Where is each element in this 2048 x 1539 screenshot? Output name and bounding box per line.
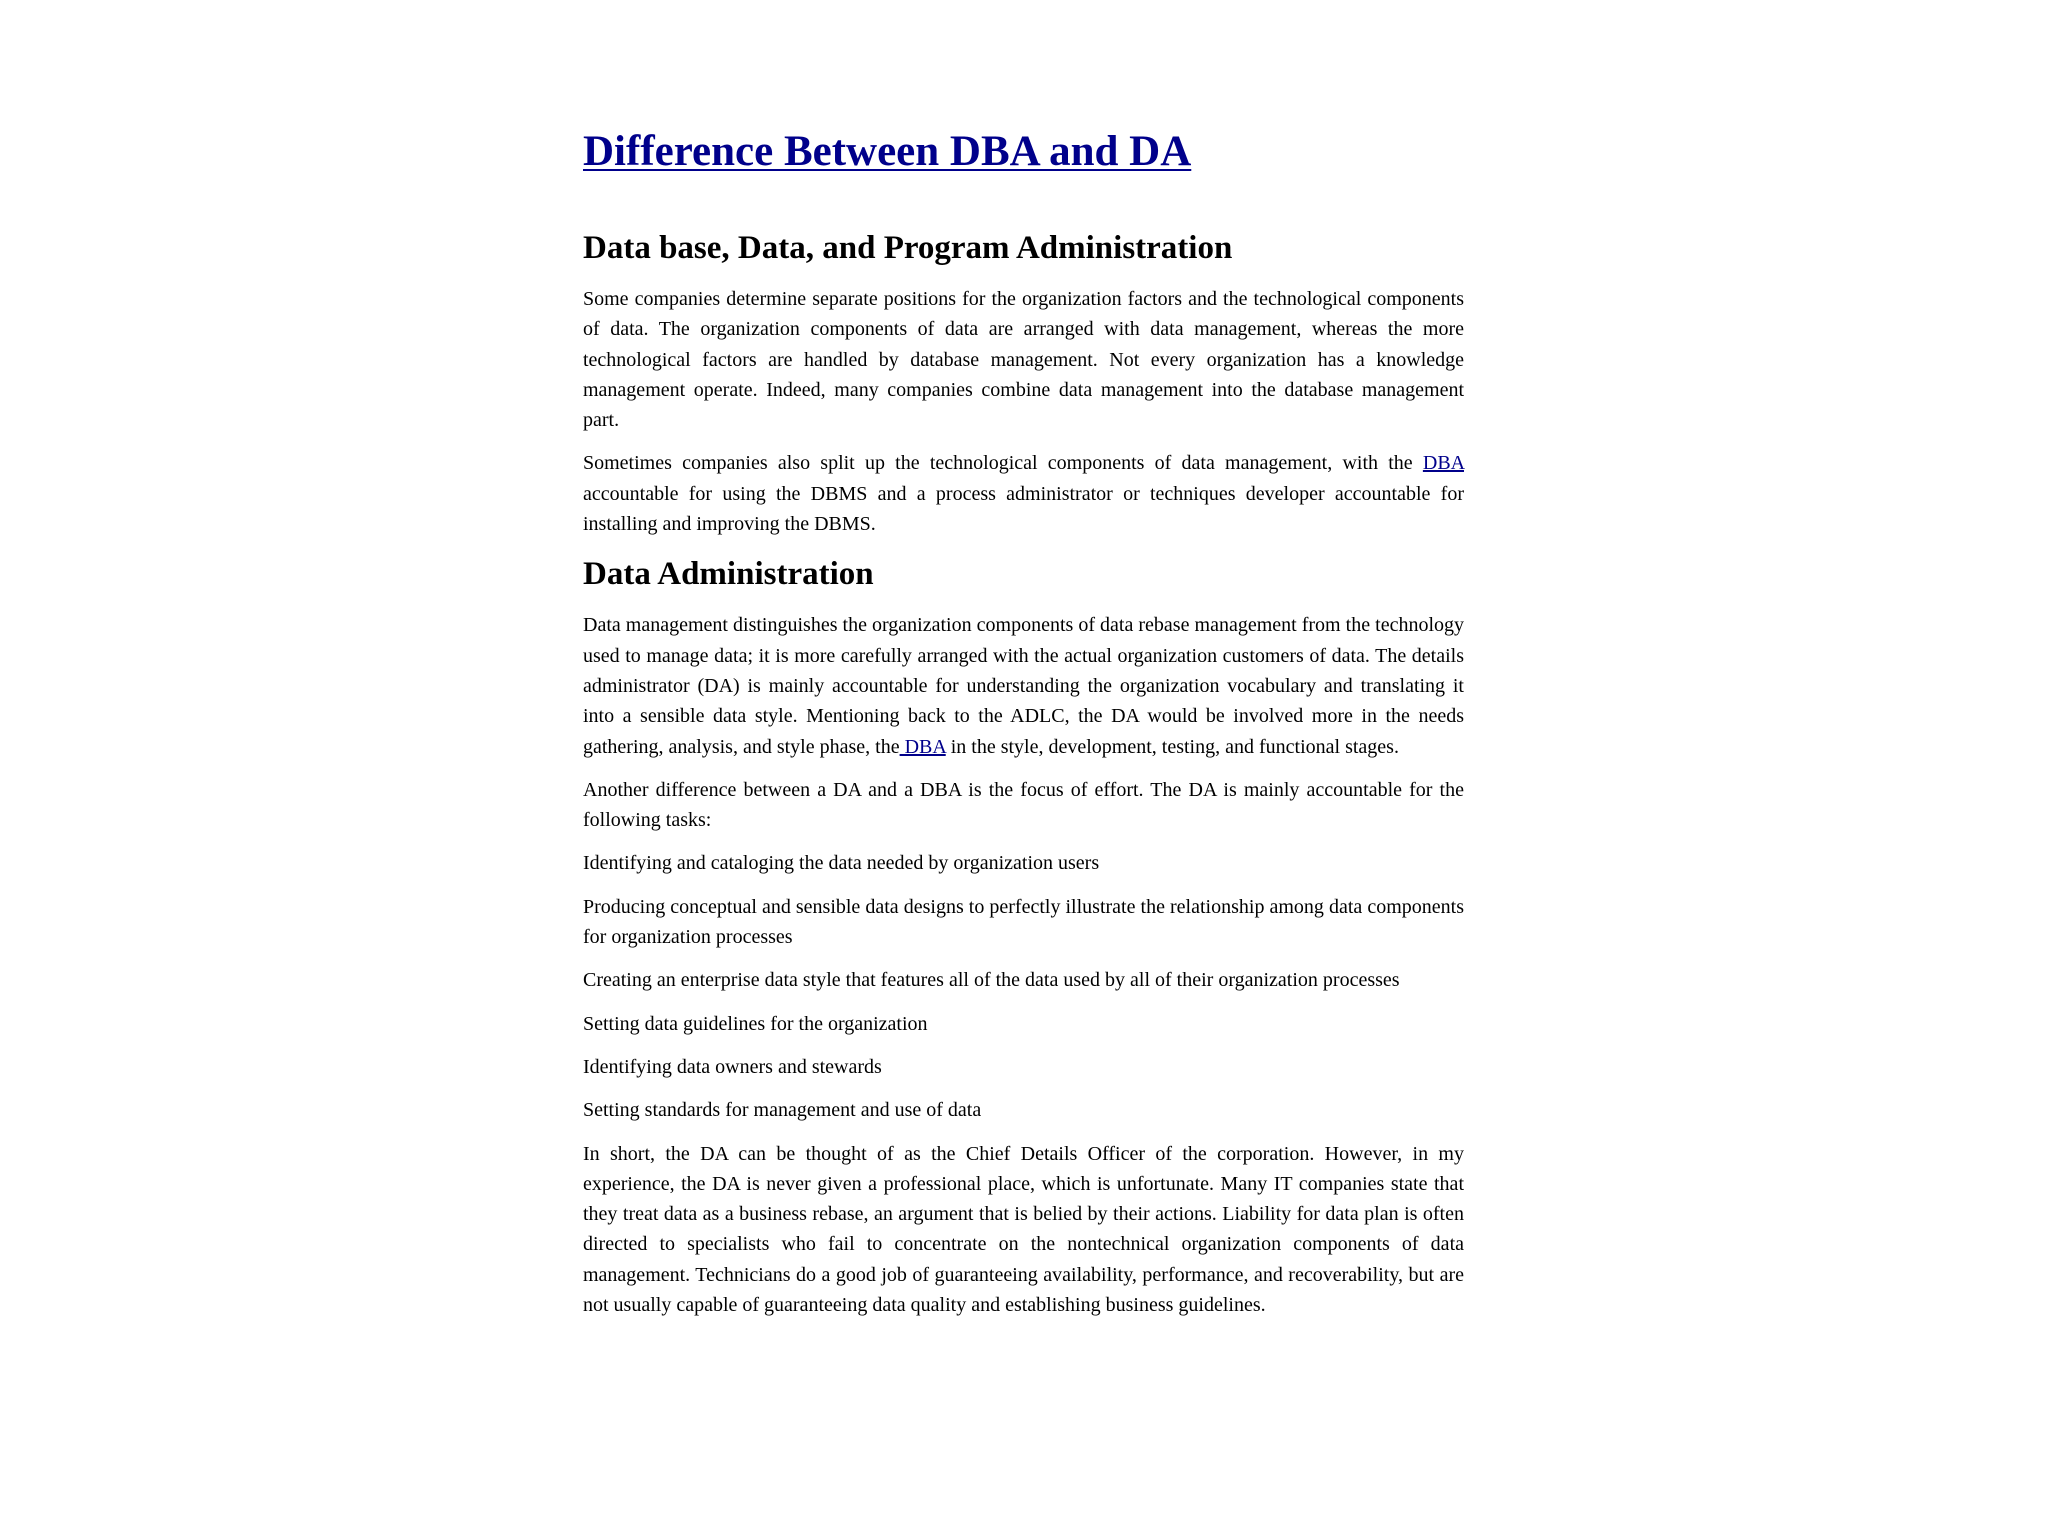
title-link[interactable]: Difference Between DBA and DA bbox=[583, 128, 1192, 175]
section-heading-data-administration: Data Administration bbox=[583, 556, 874, 593]
dba-link[interactable]: DBA bbox=[899, 735, 946, 758]
page-title bbox=[583, 126, 1464, 178]
section-heading-administration: Data base, Data, and Program Administration bbox=[583, 230, 1233, 266]
task-item: Setting standards for management and use of data bbox=[583, 1099, 982, 1122]
task-item: Setting data guidelines for the organization bbox=[583, 1012, 928, 1035]
task-item: Identifying data owners and stewards bbox=[583, 1055, 882, 1078]
paragraph: Another difference between a DA and a DBA is the focus of effort. The DA is mainly accountable for the following tasks: bbox=[583, 778, 1464, 832]
dba-link[interactable]: DBA bbox=[1422, 452, 1464, 475]
text-span: Sometimes companies also split up the technological components of data management, with the bbox=[583, 452, 1423, 475]
task-item: Identifying and cataloging the data needed by organization users bbox=[583, 852, 1100, 875]
text-span: accountable for using the DBMS and a process administrator or techniques developer accountable for installing and improving the DBMS. bbox=[583, 482, 1464, 536]
paragraph: Some companies determine separate positions for the organization factors and the technological components of data. The organization components of data are arranged with data management, whereas the more technological factors are handled by database management. Not every organization has a knowledge management operate. Indeed, many companies combine data management into the database management part. bbox=[583, 288, 1464, 432]
task-item: Producing conceptual and sensible data designs to perfectly illustrate the relationship among data components for organization processes bbox=[583, 895, 1464, 949]
task-item: Creating an enterprise data style that features all of the data used by all of their organization processes bbox=[583, 969, 1400, 992]
text-span: Data management distinguishes the organization components of data rebase management from the technology used to manage data; it is more carefully arranged with the actual organization customers of data. The details administrator (DA) is mainly accountable for understanding the organization vocabulary and translating it into a sensible data style. Mentioning back to the ADLC, the DA would be involved more in the needs gathering, analysis, and style phase, the bbox=[583, 614, 1464, 758]
paragraph bbox=[583, 448, 1464, 539]
paragraph bbox=[583, 610, 1464, 761]
article bbox=[583, 118, 1464, 1333]
paragraph: In short, the DA can be thought of as the Chief Details Officer of the corporation. However, in my experience, the DA is never given a professional place, which is unfortunate. Many IT companies state that they treat data as a business rebase, an argument that is belied by their actions. Liability for data plan is often directed to specialists who fail to concentrate on the nontechnical organization components of data management. Technicians do a good job of guaranteeing availability, performance, and recoverability, but are not usually capable of guaranteeing data quality and establishing business guidelines. bbox=[583, 1142, 1464, 1317]
text-span: in the style, development, testing, and functional stages. bbox=[945, 735, 1399, 758]
